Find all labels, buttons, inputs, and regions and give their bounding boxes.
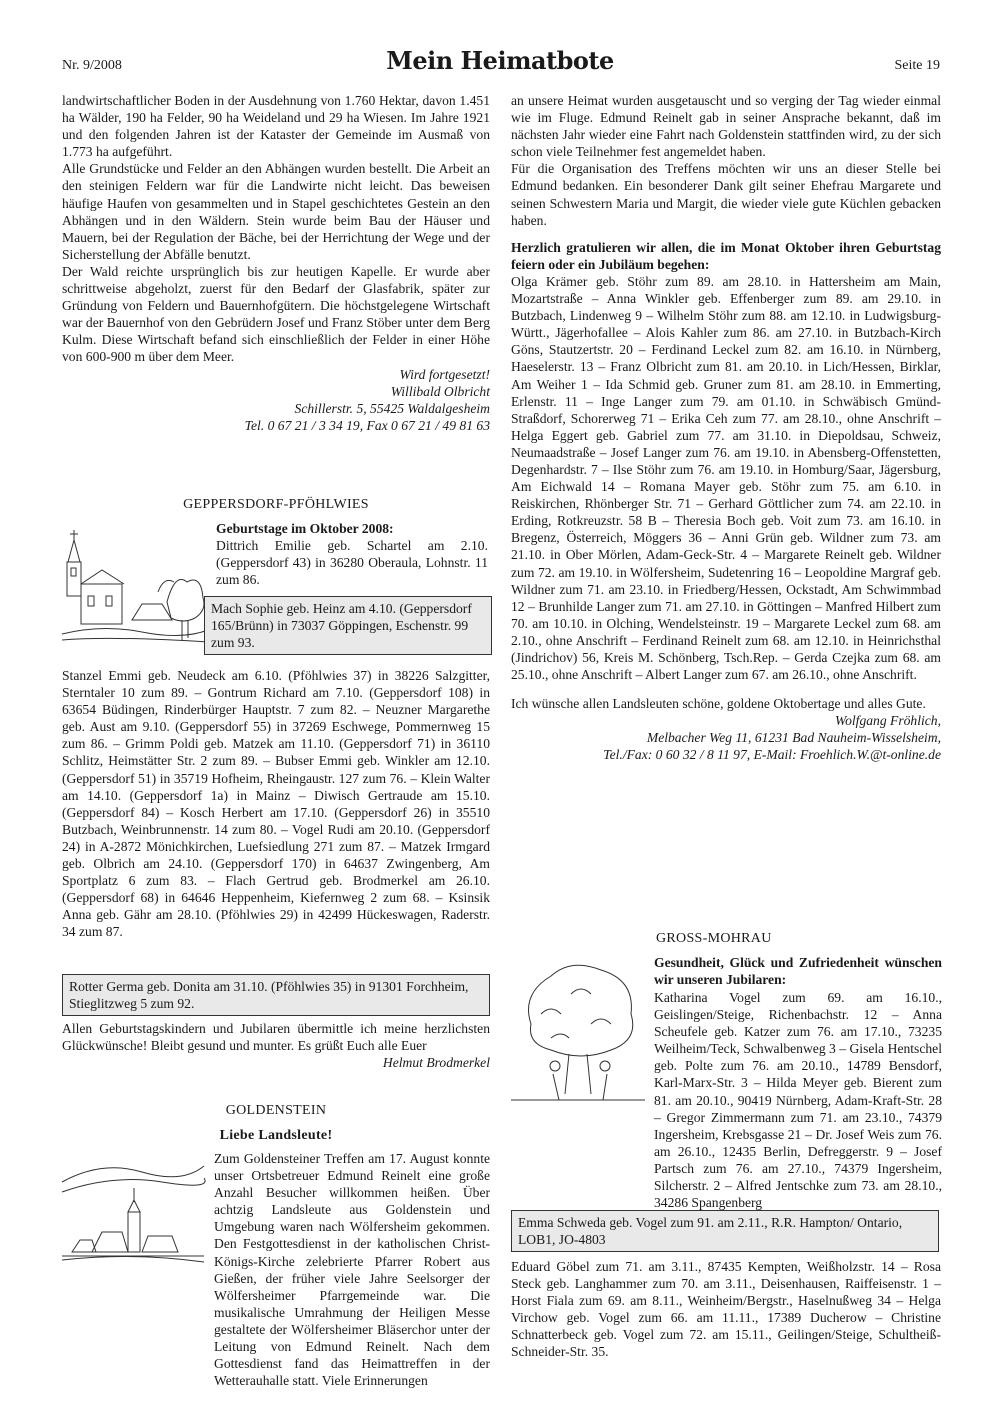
section-title [62,496,490,513]
paragraph: Der Wald reichte ursprünglich bis zur heutigen Kapelle. Er wurde aber schrittweise abgeholzt, zuerst für den Bedarf der Glasfabrik, später zur Gründung von Feldern und Bauernhofgütern. Die höchstgelegene Wirtschaft war der Bauernhof von den Gebrüdern Josef und Franz Stöber unter dem Berg Kulm. Diese Wirtschaft befand sich einschließlich der Felder in einer Höhe von 600-900 m über dem Meer. [62,263,490,365]
gross-mohrau-list-top [654,989,942,1211]
gross-mohrau-intro [654,954,942,988]
geppersdorf-list [62,667,490,941]
subheading: Geburtstage im Oktober 2008: [216,521,394,536]
birthday-entry: Mach Sophie geb. Heinz am 4.10. (Geppersdorf 165/Brünn) in 73037 Göppingen, Eschenstr. 99 zum 93. [211,601,472,651]
birthday-list: Katharina Vogel zum 69. am 16.10., Geislingen/Steige, Richenbachstr. 12 – Anna Scheufele geb. Katzer zum 76. am 17.10., 73235 Weilheim/Teck, Schwalbenweg 3 – Gisela Hentschel geb. Polte zum 76. am 20.10., 14789 Bensdorf, Karl-Marx-Str. 3 – Hilda Meyer geb. Bierent zum 81. am 20.10., 90419 Nürnberg, Adam-Kraft-Str. 28 – Gregor Zimmermann zum 71. am 23.10., 74379 Ingersheim, Krebsgasse 21 – Dr. Josef Weis zum 76. am 26.10., 12435 Berlin, Defreggerstr. 9 – Josef Partsch zum 76. am 27.10., 74379 Ingersheim, Silcherstr. 2 – Alfred Jentschke zum 73. am 28.10., 34286 Spangenberg [654,990,942,1211]
author-name: Willibald Olbricht [390,383,490,399]
birthday-entry: Dittrich Emilie geb. Schartel am 2.10. (Geppersdorf 43) in 36280 Oberaula, Lohnstr. 11 zum 86. [216,538,488,588]
birthday-entry: Emma Schweda geb. Vogel zum 91. am 2.11., R.R. Hampton/ Ontario, LOB1, JO-4803 [518,1215,903,1248]
goldenstein-title: GOLDENSTEIN [225,1103,327,1118]
birthday-list: Olga Krämer geb. Stöhr zum 89. am 28.10. in Hattersheim am Main, Mozartstraße – Anna Winkler geb. Effenberger zum 89. am 29.10. in Butzbach, Lindenweg 9 – Wilhelm Stöhr zum 88. am 12.10. in Ludwigsburg-Württ., Jägerhofallee – Alois Kahler zum 86. am 27.10. in Butzbach-Kirch Göns, Stautzertstr. 20 – Ferdinand Leckel zum 82. am 16.10. in Nürnberg, Haeselerstr. 13 – Franz Olbricht zum 81. am 20.10. in Lich/Hessen, Birklar, Am Weiher 1 – Ida Schmid geb. Gruner zum 81. am 28.10. in Emmerting, Erlenstr. 11 – Inge Langer zum 79. am 01.10. in Schwäbisch Gmünd-Straßdorf, Schorerweg 71 – Erika Ceh zum 77. am 28.10., ohne Anschrift – Helga Eggert geb. Gabriel zum 77. am 31.10. in Diepoldsau, Schweiz, Neumaadstraße – Josef Langer zum 76. am 19.10. in Abensberg-Offenstetten, Degenhardstr. 7 – Ilse Stöhr zum 76. am 19.10. in Homburg/Saar, Jägersburg, Am Eichwald 14 – Romana Mayer geb. Stöhr zum 75. am 6.10. in Reiskirchen, Rhönberger Str. 71 – Gerhard Göttlicher zum 74. am 22.10. in Erding, Rotkreuzstr. 58 B – Theresia Boch geb. Voit zum 73. am 16.10. in Bregenz, Österreich, Möggers 36 – Anni Grün geb. Wildner zum 73. am 21.10. in Ober Mörlen, Adam-Geck-Str. 4 – Margarete Reinelt geb. Wildner zum 72. am 19.10. in Wölfersheim, Sudetenring 16 – Leopoldine Margraf geb. Wildner zum 71. am 23.10. in Friedberg/Hessen, Ockstadt, Am Schwimmbad 12 – Brunhilde Langer zum 71. am 27.10. in Göttingen – Manfred Hilbert zum 70. am 10.10. in Olching, Wendelsteinstr. 19 – Margarete Leckel zum 68. am 2.10., ohne Anschrift – Ferdinand Reinelt zum 68. am 12.10. in Heinrichsthal (Jindrichov) 56, Kreis M. Schönberg, Tsch.Rep. – Gerda Czejka zum 68. am 25.10., ohne Anschrift – Albert Langer zum 67. am 26.10., ohne Anschrift. [511,273,941,683]
birthday-list: Eduard Göbel zum 71. am 3.11., 87435 Kempten, Weißholzstr. 14 – Rosa Steck geb. Langhammer zum 70. am 3.11., Deisenhausen, Raiffeisenstr. 1 – Horst Fiala zum 69. am 8.11., Weinheim/Bergstr., Haselnußweg 34 – Helga Virchow geb. Vogel zum 66. am 11.11., 17389 Ducherow – Christine Schnatterbeck geb. Vogel zum 72. am 15.11., Geilingen/Steige, Schultheiß-Schneider-Str. 35. [511,1259,941,1360]
masthead-logo: Mein Heimatbote [386,46,614,75]
birthday-entry: Rotter Germa geb. Donita am 31.10. (Pföhlwies 35) in 91301 Forchheim, Stieglitzweg 5 zum 92. [69,979,469,1012]
geppersdorf-closing [62,1020,490,1071]
highlight-box [62,974,490,1016]
goldenstein-header [62,1102,490,1144]
paragraph: an unsere Heimat wurden ausgetauscht und so verging der Tag wieder einmal wie im Fluge. Edmund Reinelt gab in seiner Ansprache bekannt, daß im nächsten Jahr wieder eine Fahrt nach Goldenstein stattfinden wird, zu der sich schon viele Teilnehmer fest angemeldet haben. [511,93,941,160]
subheading: Gesundheit, Glück und Zufriedenheit wünschen wir unseren Jubilaren: [654,955,942,988]
highlight-box [511,1210,939,1252]
issue-number: Nr. 9/2008 [62,58,122,73]
tree-sketch-icon [511,954,645,1104]
congratulations-heading: Herzlich gratulieren wir allen, die im Monat Oktober ihren Geburtstag feiern oder ein Jubiläum begehen: [511,239,941,272]
gross-mohrau-list-bottom [511,1108,941,1194]
signature-contact: Tel./Fax: 0 60 32 / 8 11 97, E-Mail: Froehlich.W.@t-online.de [603,747,941,763]
gross-mohrau-list2 [511,1258,941,1361]
paragraph: landwirtschaftlicher Boden in der Ausdehnung von 1.760 Hektar, davon 1.451 ha Wälder, 190 ha Felder, 90 ha Weideland und 29 ha Wiesen. Im Jahre 1921 und den folgenden Jahren ist der Kataster der Gemeinde im Ausmaß von 1.773 ha aufgeführt. [62,93,490,160]
goldenstein-text-rest [62,1270,490,1356]
church-sketch-icon [62,524,208,646]
greeting: Allen Geburtstagskindern und Jubilaren übermittle ich meine herzlichsten Glückwünsche! Bleibt gesund und munter. Es grüßt Euch alle Euer [62,1021,490,1054]
town-sketch-icon [62,1152,204,1264]
goldenstein-subtitle: Liebe Landsleute! [219,1128,333,1144]
paragraph: Für die Organisation des Treffens möchten wir uns an dieser Stelle bei Edmund bedanken. Ein besonderer Dank gilt seiner Ehefrau Margarete und seinen Schwestern Maria und Margit, die wieder viele gute Küchlen gebacken haben. [511,161,941,228]
highlight-box [204,596,492,655]
continued-note: Wird fortgesetzt! [399,366,490,382]
geppersdorf-title: GEPPERSDORF-PFÖHLWIES [183,497,369,512]
geppersdorf-intro [216,520,488,588]
left-column-top [62,92,490,434]
goldenstein-text-part [214,1150,490,1389]
greeting: Ich wünsche allen Landsleuten schöne, goldene Oktobertage und alles Gute. [511,696,926,712]
gross-mohrau-title: GROSS-MOHRAU [656,931,772,946]
signature: Helmut Brodmerkel [382,1055,490,1071]
gross-mohrau-title-wrap [656,930,940,947]
paragraph: Alle Grundstücke und Felder an den Abhängen wurden bestellt. Die Arbeit an den steinigen Feldern war für die Landwirte nicht leicht. Das beweisen häufige Haufen von gesammelten und in Stapel geschichtetes Gestein an den Abhängen und in den Wäldern. Stein wurde beim Bau der Häuser und Mauern, bei der Regulation der Bäche, bei der Herrichtung der Wege und der Sicherstellung der Abfälle benutzt. [62,161,490,262]
author-phone: Tel. 0 67 21 / 3 34 19, Fax 0 67 21 / 49 81 63 [244,417,490,433]
right-column [511,92,941,764]
author-address: Schillerstr. 5, 55425 Waldalgesheim [294,400,490,416]
paragraph: Zum Goldensteiner Treffen am 17. August konnte unser Ortsbetreuer Edmund Reinelt eine große Anzahl Besucher willkommen heißen. Über achtzig Landsleute aus Goldenstein und Umgebung waren nach Wölfersheim gekommen. Den Festgottesdienst in der katholischen Christ-Königs-Kirche zelebrierte Pfarrer Robert aus Gießen, der früher viele Jahre Seelsorger der Wölfersheimer Pfarrgemeinde war. Die musikalische Umrahmung der Heiligen Messe gestaltete der Wölfersheimer Bläserchor unter der Leitung von Edmund Reinelt. Nach dem Gottesdienst fand das Heimattreffen in der Wetterauhalle statt. Viele Erinnerungen [214,1151,490,1389]
page-number: Seite 19 [894,58,940,73]
signature-address: Melbacher Weg 11, 61231 Bad Nauheim-Wisselsheim, [646,730,941,746]
signature: Wolfgang Fröhlich, [835,713,941,729]
birthday-list: Stanzel Emmi geb. Neudeck am 6.10. (Pföhlwies 37) in 38226 Salzgitter, Sterntaler 10 zum 89. – Gontrum Richard am 7.10. (Geppersdorf 108) in 63654 Büdingen, Rinderbürger Hauptstr. 7 zum 82. – Neuzner Margarethe geb. Aust am 9.10. (Geppersdorf 55) in 37269 Eschwege, Pommernweg 15 zum 86. – Grimm Poldi geb. Matzek am 11.10. (Geppersdorf 71) in 36110 Schlitz, Heimstätter Str. 2 zum 89. – Bubser Emmi geb. Winkler am 12.10. (Geppersdorf 51) in 35719 Hofheim, Rheingaustr. 127 zum 76. – Klein Walter am 14.10. (Geppersdorf 1a) in Mainz – Diwisch Gertraude am 15.10. (Geppersdorf 84) – Kosch Herbert am 17.10. (Geppersdorf 26) in 35510 Butzbach, Weinbrunnenstr. 14 zum 80. – Vogel Rudi am 20.10. (Geppersdorf 24) in A-2872 Mönichkirchen, Luefsiedlung 271 zum 87. – Matzek Irmgard geb. Olbrich am 24.10. (Geppersdorf 170) in 64637 Zwingenberg, Am Sportplatz 6 zum 83. – Flach Gertrud geb. Brodmerkel am 26.10. (Geppersdorf 68) in 64646 Heppenheim, Kiefernweg 2 zum 68. – Ksinsik Anna geb. Gähr am 28.10. (Pföhlwies 29) in 42499 Hückeswagen, Raderstr. 34 zum 87. [62,668,490,940]
